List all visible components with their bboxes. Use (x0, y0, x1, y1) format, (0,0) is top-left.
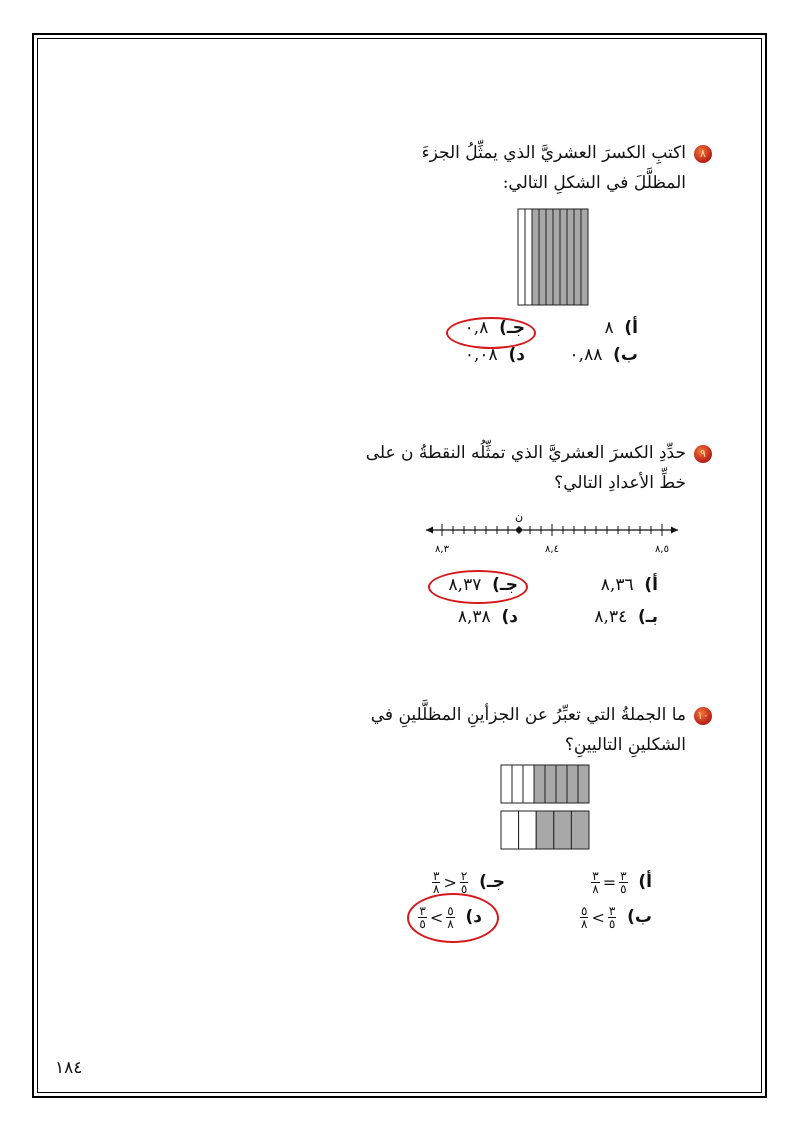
q9-option-d[interactable]: د) ٨,٣٨ (457, 607, 518, 627)
q10-option-b[interactable]: ب) $\frac{٥}{٨}$ < $\frac{٣}{٥}$ (581, 904, 652, 931)
q10-option-c[interactable]: جـ) $\frac{٣}{٨}$ > $\frac{٢}{٥}$ (433, 869, 505, 896)
question-9-line2: خطِّ الأعدادِ التالي؟ (554, 473, 686, 493)
number-line-point (516, 527, 522, 533)
q10-option-d[interactable]: د) $\frac{٣}{٥}$ < $\frac{٥}{٨}$ (419, 904, 482, 931)
question-10 (371, 700, 712, 760)
fraction-bar-part (534, 765, 545, 803)
fraction-bar-part (512, 765, 523, 803)
fraction-bar-part (536, 811, 554, 849)
fraction-bar-part (523, 765, 534, 803)
question-8-badge: ٨ (694, 145, 712, 163)
fraction-bar-part (501, 811, 519, 849)
grid-column (518, 209, 525, 305)
number-line-label-right: ٨,٥ (655, 544, 669, 555)
fraction-bar-part (554, 811, 572, 849)
q9-option-a[interactable]: أ) ٨,٣٦ (600, 575, 658, 595)
number-line-label-mid: ٨,٤ (545, 544, 559, 555)
question-9-badge: ٩ (694, 445, 712, 463)
fraction-bar-part (545, 765, 556, 803)
fraction-bar-part (571, 811, 589, 849)
number-line (422, 510, 682, 558)
decimal-grid-figure (517, 208, 589, 306)
q10-option-d-expression: $\frac{٣}{٥}$ < $\frac{٥}{٨}$ (419, 904, 454, 931)
fraction-bars-figure (499, 763, 591, 855)
q9-answer-circle (428, 570, 528, 604)
question-8-line1: ٨اكتبِ الكسرَ العشريَّ الذي يمثِّلُ الجزءَ (422, 138, 712, 168)
fraction-bar-part (556, 765, 567, 803)
page-number: ١٨٤ (55, 1058, 83, 1078)
q8-answer-circle (446, 317, 536, 349)
number-line-arrow (426, 527, 433, 534)
grid-column (574, 209, 581, 305)
fraction-bar-part (567, 765, 578, 803)
q8-option-d[interactable]: د) ٠,٠٨ (464, 345, 525, 365)
question-10-line1: ١٠ما الجملةُ التي تعبِّرُ عن الجزأينِ المظلَّلينِ في (371, 700, 712, 730)
question-10-line2: الشكلينِ التاليينِ؟ (564, 735, 686, 755)
q10-option-a[interactable]: أ) $\frac{٣}{٨}$ = $\frac{٣}{٥}$ (592, 869, 652, 896)
q10-answer-circle (407, 893, 499, 943)
q9-option-c[interactable]: جـ) ٨,٣٧ (448, 575, 518, 595)
number-line-arrow (671, 527, 678, 534)
grid-column (539, 209, 546, 305)
question-9-line1: ٩حدِّدِ الكسرَ العشريَّ الذي تمثِّلُه النقطةُ ن على (366, 438, 712, 468)
number-line-label-left: ٨,٣ (435, 544, 449, 555)
question-8 (422, 138, 712, 198)
grid-column (553, 209, 560, 305)
number-line-point-label: ن (514, 510, 524, 523)
question-10-badge: ١٠ (694, 707, 712, 725)
grid-column (567, 209, 574, 305)
grid-column (525, 209, 532, 305)
question-9 (366, 438, 712, 498)
fraction-bar-part (501, 765, 512, 803)
q10-option-a-expression: $\frac{٣}{٨}$ = $\frac{٣}{٥}$ (592, 869, 627, 896)
q9-option-b[interactable]: بـ) ٨,٣٤ (594, 607, 658, 627)
q10-option-c-expression: $\frac{٣}{٨}$ > $\frac{٢}{٥}$ (433, 869, 468, 896)
q8-option-c[interactable]: جـ) ٠,٨ (464, 318, 525, 338)
q8-option-a[interactable]: أ) ٨ (604, 318, 638, 338)
grid-column (546, 209, 553, 305)
grid-column (560, 209, 567, 305)
grid-column (532, 209, 539, 305)
fraction-bar-part (519, 811, 537, 849)
grid-column (581, 209, 588, 305)
question-8-line2: المظلَّلَ في الشكلِ التالي: (502, 173, 686, 193)
q10-option-b-expression: $\frac{٥}{٨}$ < $\frac{٣}{٥}$ (581, 904, 616, 931)
fraction-bar-part (578, 765, 589, 803)
q8-option-b[interactable]: ب) ٠,٨٨ (569, 345, 638, 365)
